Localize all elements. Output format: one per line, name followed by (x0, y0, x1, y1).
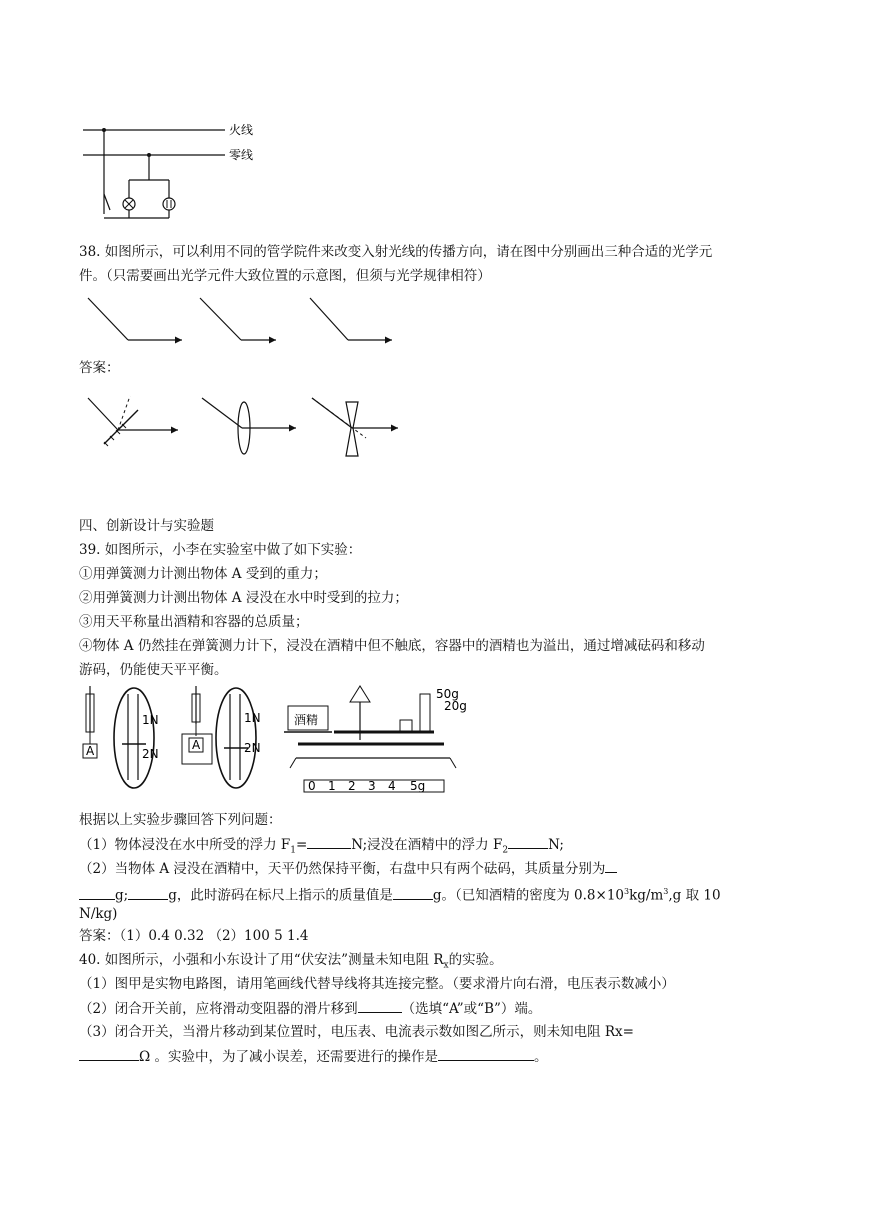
section-4-title: 四、创新设计与实验题 (79, 518, 214, 534)
answer-blank[interactable] (358, 998, 402, 1013)
q39-part-2-line-2 (79, 882, 721, 906)
q39-part-2-text-a: （2）当物体 A 浸没在酒精中，天平仍然保持平衡，右盘中只有两个砝码，其质量分别为 (79, 861, 606, 877)
q40-intro (79, 950, 503, 976)
q39-prompt: 根据以上实验步骤回答下列问题： (79, 812, 282, 828)
answer-blank[interactable] (307, 834, 351, 849)
q40-part-2-text-b: （选填“A”或“B”）端。 (401, 1001, 542, 1017)
q39-scale-1n-label-1: 1N (142, 713, 159, 727)
q39-scale-2n-label-1: 2N (142, 747, 159, 761)
q39-step-4b: 游码，仍能使天平平衡。 (79, 662, 228, 678)
q39-part-1-text-b: = (295, 837, 308, 853)
answer-blank[interactable] (393, 885, 433, 900)
q39-part-1 (79, 834, 564, 861)
q39-part-1-text-a: （1）物体浸没在水中所受的浮力 F (79, 837, 291, 853)
q39-step-4a: ④物体 A 仍然挂在弹簧测力计下，浸没在酒精中但不触底，容器中的酒精也为溢出，通过增减砝码和移动 (79, 638, 705, 654)
q39-part-2-text-c: g，此时游码在标尺上指示的质量值是 (168, 887, 393, 904)
q40-part-3-line-2 (79, 1046, 547, 1067)
q40-part-2 (79, 998, 541, 1019)
answer-blank[interactable] (79, 885, 115, 900)
q39-ruler-tick-0: 0 (308, 779, 316, 793)
q39-block-a-label-2: A (192, 738, 201, 752)
q39-intro: 39. 如图所示，小李在实验室中做了如下实验： (79, 542, 362, 558)
neutral-wire-label: 零线 (229, 148, 254, 162)
q39-part-2-text-f: ,g 取 10 (668, 887, 721, 904)
q39-part-1-text-c: N;浸没在酒精中的浮力 F (351, 837, 503, 853)
answer-blank[interactable] (508, 834, 548, 849)
q39-block-a-label-1: A (86, 744, 95, 758)
q39-scale-2n-label-2: 2N (244, 741, 261, 755)
q40-part-3-text-b: Ω 。实验中，为了减小误差，还需要进行的操作是 (139, 1049, 438, 1065)
q38-line-2: 件。（只需要画出光学元件大致位置的示意图，但须与光学规律相符） (79, 268, 491, 284)
q39-answer: 答案：（1）0.4 0.32 （2）100 5 1.4 (79, 928, 309, 944)
live-wire-label: 火线 (229, 123, 254, 137)
q40-part-2-text-a: （2）闭合开关前，应将滑动变阻器的滑片移到 (79, 1001, 358, 1017)
q39-part-1-sub-2: 2 (502, 845, 509, 856)
q39-scale-1n-label-2: 1N (244, 711, 261, 725)
q40-intro-text-b: 的实验。 (448, 952, 503, 968)
q39-weight-20g-label: 20g (444, 699, 467, 713)
q39-ruler-tick-4: 4 (388, 779, 396, 793)
q39-step-2: ②用弹簧测力计测出物体 A 浸没在水中时受到的拉力； (79, 590, 408, 606)
q40-intro-text-a: 40. 如图所示，小强和小东设计了用“伏安法”测量未知电阻 R (79, 952, 444, 968)
household-circuit-figure (79, 118, 279, 230)
q39-ruler-tick-2: 2 (348, 779, 356, 793)
q39-part-2-text-b: g; (115, 887, 129, 904)
answer-blank[interactable] (438, 1046, 534, 1061)
q39-experiment-figure (80, 684, 470, 802)
q40-part-3-text-c: 。 (533, 1049, 548, 1065)
q39-step-1: ①用弹簧测力计测出物体 A 受到的重力； (79, 566, 327, 582)
answer-blank[interactable] (128, 885, 168, 900)
q39-ruler-tick-1: 1 (328, 779, 336, 793)
q38-line-1: 38. 如图所示，可以利用不同的管学院件来改变入射光线的传播方向，请在图中分别画出三种合适的光学元 (79, 244, 713, 260)
q39-alcohol-label: 酒精 (294, 713, 319, 727)
q39-part-2-text-d: g。（已知酒精的密度为 0.8×10 (432, 887, 625, 904)
q39-step-3: ③用天平称量出酒精和容器的总质量； (79, 614, 309, 630)
q40-part-1: （1）图甲是实物电路图，请用笔画线代替导线将其连接完整。（要求滑片向右滑，电压表示数减小） (79, 976, 675, 992)
q38-answer-label: 答案： (79, 360, 120, 376)
q39-part-1-sub-1: 1 (290, 845, 296, 856)
q39-weight-50g-label: 50g (436, 687, 459, 701)
q39-ruler-tick-5: 5g (410, 779, 426, 793)
answer-blank[interactable] (79, 1046, 139, 1061)
q38-answer-figure (86, 384, 406, 494)
q39-part-1-text-d: N; (548, 837, 564, 853)
q39-part-2-sup-1: 3 (624, 887, 630, 896)
answer-blank[interactable] (605, 858, 617, 873)
q39-part-2-line-3: N/kg) (79, 906, 118, 922)
q39-ruler-tick-3: 3 (368, 779, 376, 793)
q39-part-2-line-1 (79, 858, 617, 879)
q38-light-path-figure (86, 296, 406, 356)
q39-part-2-sup-2: 3 (663, 887, 669, 896)
q40-part-3-line-1: （3）闭合开关，当滑片移动到某位置时，电压表、电流表示数如图乙所示，则未知电阻 Rx= (79, 1024, 634, 1040)
q39-part-2-text-e: kg/m (629, 887, 664, 904)
q40-intro-sub: x (443, 960, 449, 971)
